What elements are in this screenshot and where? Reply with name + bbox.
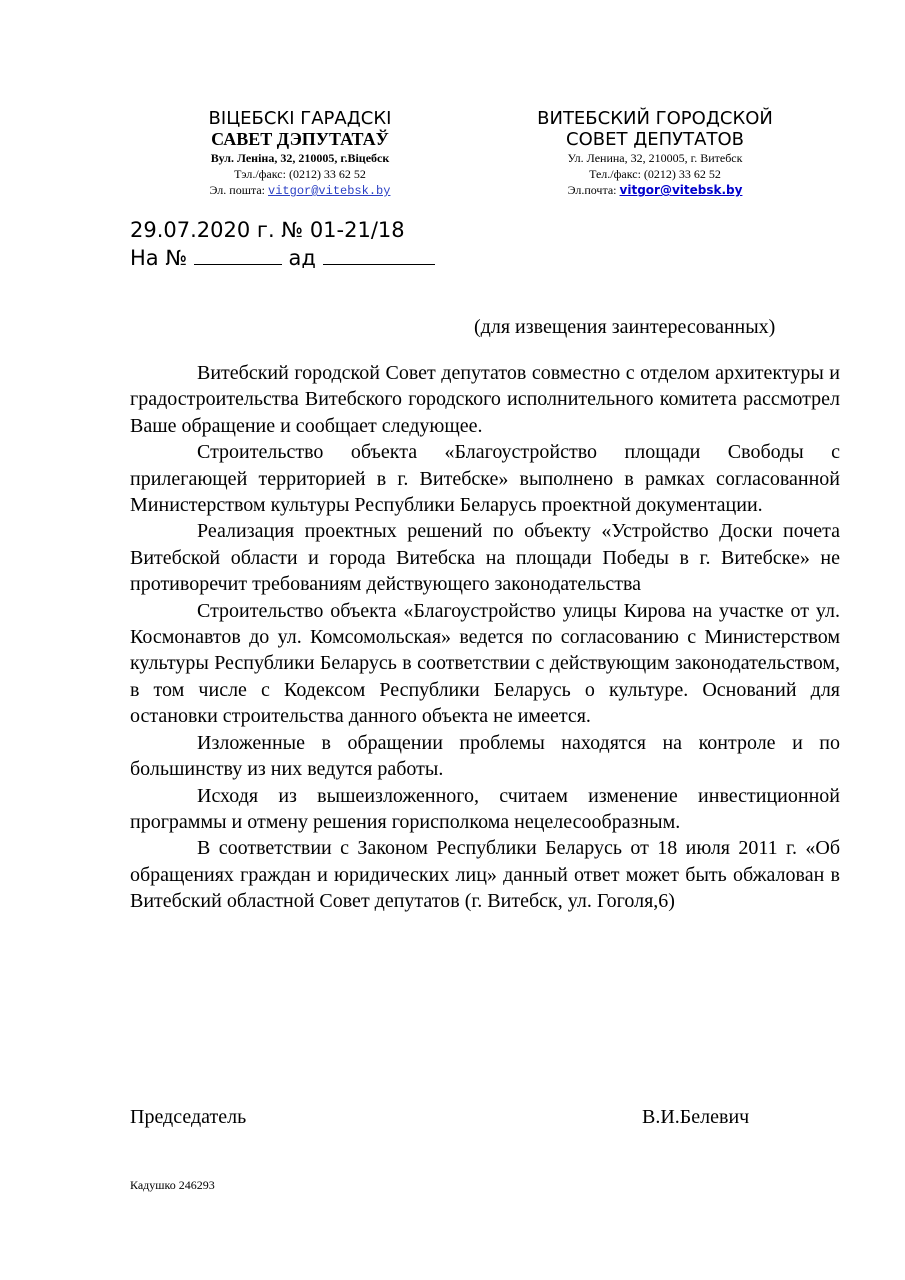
ad-blank (323, 246, 435, 265)
ad-label: ад (281, 246, 323, 270)
on-no-label: На № (130, 246, 194, 270)
org-name-ru-line1: ВИТЕБСКИЙ ГОРОДСКОЙ (537, 108, 773, 129)
paragraph: Строительство объекта «Благоустройство улицы Кирова на участке от ул. Космонавтов до ул. Комсомольская» ведется по согласованию с Министерством культуры Республики Беларусь в соответствии с действующим законодательством, в том числе с Кодексом Республики Беларусь о культуре. Оснований для остановки строительства данного объекта не имеется. (130, 599, 840, 728)
letterhead-belarusian (150, 108, 450, 199)
email-link-ru[interactable]: vitgor@vitebsk.by (619, 183, 743, 197)
reference-block (130, 216, 435, 272)
executor-footer: Кадушко 246293 (130, 1178, 215, 1192)
letterhead-russian (500, 108, 810, 198)
addressee-note: (для извещения заинтересованных) (474, 316, 776, 338)
org-name-ru-line2: СОВЕТ ДЕПУТАТОВ (566, 129, 744, 150)
incoming-reference (130, 244, 435, 272)
email-link-by[interactable]: vitgor@vitebsk.by (268, 184, 391, 198)
email-label-ru: Эл.почта: (567, 183, 620, 197)
letter-body (130, 360, 840, 915)
paragraph: В соответствии с Законом Республики Беларусь от 18 июля 2011 г. «Об обращениях граждан и юридических лиц» данный ответ может быть обжалован в Витебский областной Совет депутатов (г. Витебск, ул. Гоголя,6) (130, 837, 840, 913)
signatory-position: Председатель (130, 1106, 247, 1128)
paragraph: Строительство объекта «Благоустройство площади Свободы с прилегающей территорией в г. Витебске» выполнено в рамках согласованной Министерством культуры Республики Беларусь проектной документации. (130, 441, 840, 517)
address-by: Вул. Леніна, 32, 210005, г.Віцебск (210, 151, 390, 165)
on-no-blank (194, 246, 282, 265)
address-ru: Ул. Ленина, 32, 210005, г. Витебск (567, 151, 743, 165)
email-row-ru (500, 182, 810, 198)
phone-ru: Тел./факс: (0212) 33 62 52 (589, 167, 721, 181)
org-name-by-line2: САВЕТ ДЭПУТАТАЎ (211, 129, 389, 149)
phone-by: Тэл./факс: (0212) 33 62 52 (234, 167, 366, 181)
email-row-by (150, 182, 450, 199)
date-number: 29.07.2020 г. № 01-21/18 (130, 218, 405, 242)
paragraph: Витебский городской Совет депутатов совместно с отделом архитектуры и градостроительства Витебского городского исполнительного комитета рассмотрел Ваше обращение и сообщает следующее. (130, 362, 840, 437)
signatory-name: В.И.Белевич (642, 1106, 750, 1128)
email-label-by: Эл. пошта: (209, 183, 269, 197)
paragraph: Изложенные в обращении проблемы находятся на контроле и по большинству из них ведутся работы. (130, 731, 840, 781)
paragraph: Исходя из вышеизложенного, считаем изменение инвестиционной программы и отмену решения горисполкома нецелесообразным. (130, 784, 840, 833)
org-name-by-line1: ВІЦЕБСКІ ГАРАДСКІ (208, 108, 392, 129)
paragraph: Реализация проектных решений по объекту «Устройство Доски почета Витебской области и города Витебска на площади Победы в г. Витебске» не противоречит требованиям действующего законодательства (130, 520, 840, 596)
